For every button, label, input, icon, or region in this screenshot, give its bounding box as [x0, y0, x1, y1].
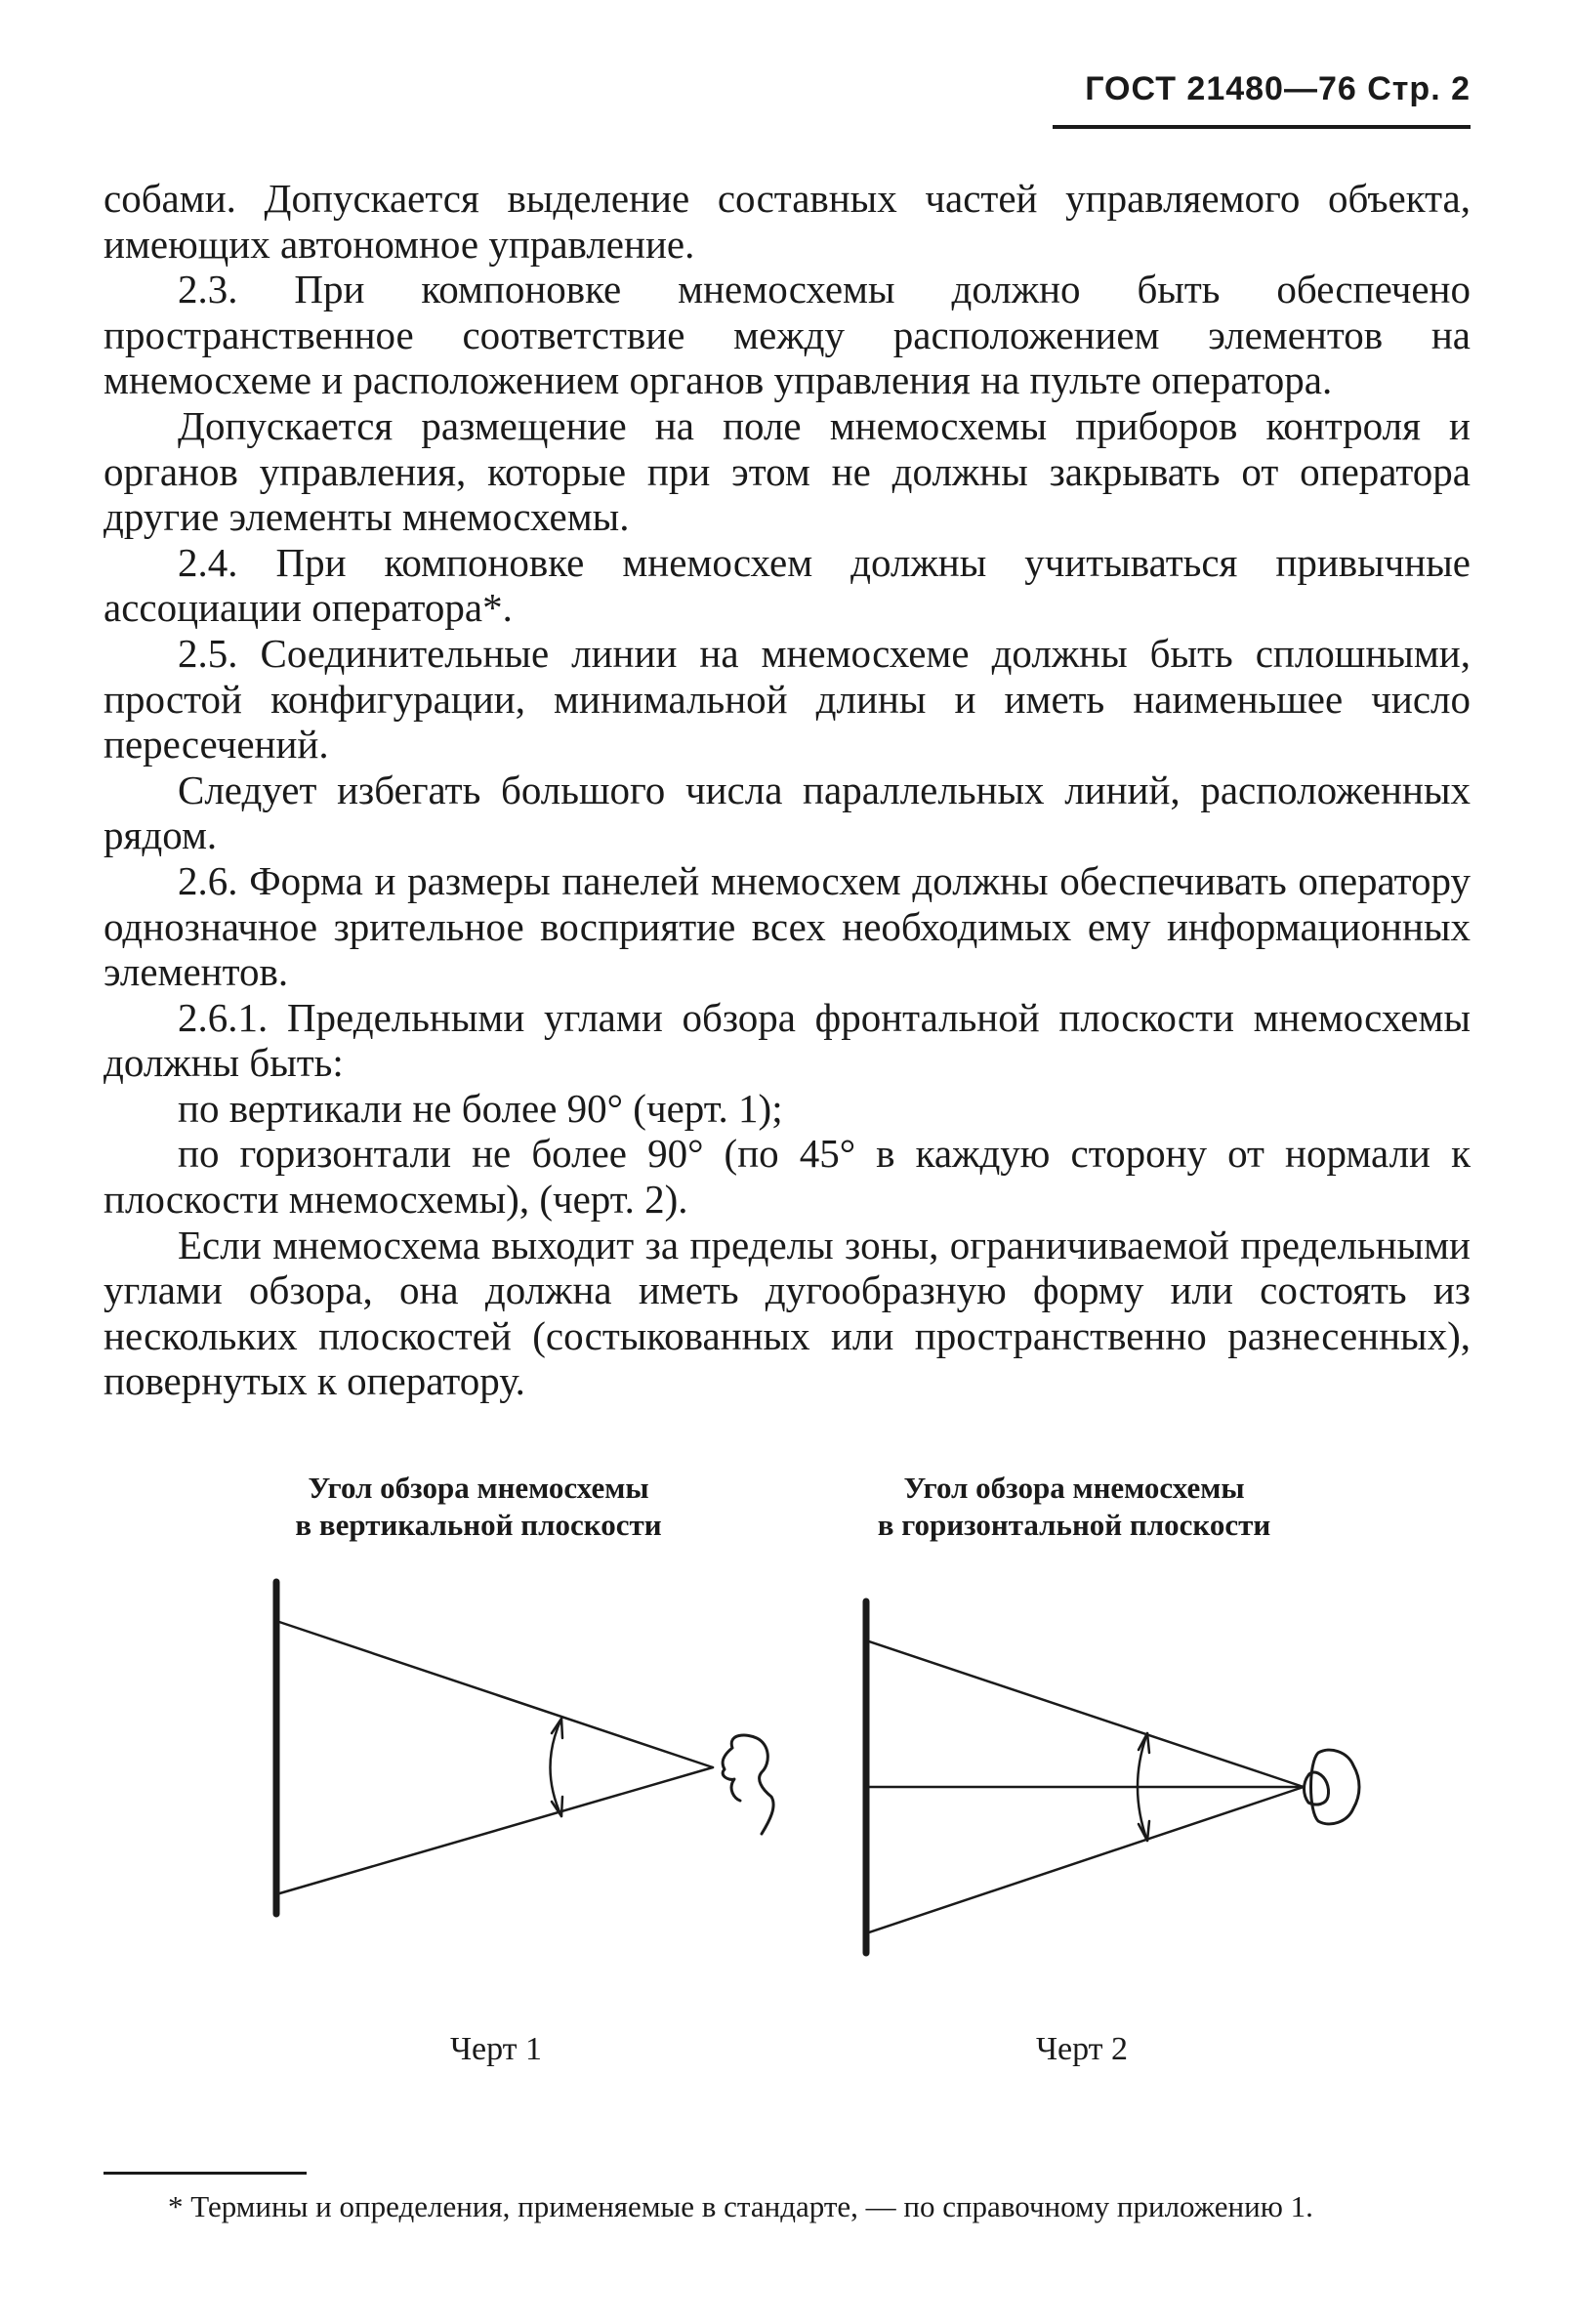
figure-1-caption-line1: Угол обзора мнемосхемы	[308, 1471, 649, 1505]
figure-1-caption-line2: в вертикальной плоскости	[295, 1508, 662, 1542]
figure-1-diagram	[276, 1582, 773, 1914]
paragraph-horizontal-limit: по горизонтали не более 90° (по 45° в каждую сторону от нормали к плоскости мнемосхемы), (черт. 2).	[104, 1131, 1471, 1223]
paragraph-zone-exceeded: Если мнемосхема выходит за пределы зоны, ограничиваемой предельными углами обзора, она должна иметь дугообразную форму или состоять из нескольких плоскостей (состыкованных или пространственно разнесенных), повернутых к оператору.	[104, 1222, 1471, 1404]
figure-2-label: Черт 2	[1035, 2031, 1129, 2067]
paragraph-2-4: 2.4. При компоновке мнемосхем должны учитываться привычные ассоциации оператора*.	[104, 539, 1471, 631]
footnote: * Термины и определения, применяемые в стандарте, — по справочному приложению 1.	[168, 2189, 1313, 2223]
paragraph-2-3-note: Допускается размещение на поле мнемосхемы приборов контроля и органов управления, которые при этом не должны закрывать от оператора другие элементы мнемосхемы.	[104, 402, 1471, 540]
figure-1-upper-sightline	[276, 1621, 713, 1767]
figures-drawing	[234, 1562, 1367, 1972]
figure-2-caption	[820, 1470, 1328, 1544]
paragraph-2-5: 2.5. Соединительные линии на мнемосхеме должны быть сплошными, простой конфигурации, минимальной длины и иметь наименьшее число пересечений.	[104, 630, 1471, 768]
figure-1-lower-sightline	[276, 1767, 713, 1894]
paragraph-2-3: 2.3. При компоновке мнемосхемы должно быть обеспечено пространственное соответствие между расположением элементов на мнемосхеме и расположением органов управления на пульте оператора.	[104, 267, 1471, 403]
paragraph-2-6: 2.6. Форма и размеры панелей мнемосхем должны обеспечивать оператору однозначное зрительное восприятие всех необходимых ему информационных элементов.	[104, 857, 1471, 995]
figure-2-lower-sightline	[866, 1787, 1304, 1933]
paragraph-2-6-1: 2.6.1. Предельными углами обзора фронтальной плоскости мнемосхемы должны быть:	[104, 994, 1471, 1086]
paragraph-continuation: собами. Допускается выделение составных частей управляемого объекта, имеющих автономное управление.	[104, 176, 1471, 267]
figure-2-caption-line2: в горизонтальной плоскости	[877, 1508, 1271, 1542]
figure-2-head-inner-icon	[1305, 1772, 1329, 1805]
figure-1-caption	[225, 1470, 732, 1544]
figure-2-caption-line1: Угол обзора мнемосхемы	[903, 1471, 1245, 1505]
figure-2-upper-sightline	[866, 1640, 1304, 1787]
paragraph-vertical-limit: по вертикали не более 90° (черт. 1);	[178, 1085, 783, 1131]
figure-1-head-profile-icon	[723, 1735, 773, 1834]
footnote-rule	[104, 2172, 307, 2175]
standard-number: ГОСТ 21480—76 Стр. 2	[1085, 70, 1471, 107]
paragraph-2-5-note: Следует избегать большого числа параллельных линий, расположенных рядом.	[104, 767, 1471, 858]
body-text	[104, 176, 1471, 1404]
figure-1-label: Черт 1	[449, 2031, 543, 2067]
figure-2-diagram	[866, 1601, 1359, 1953]
header-rule	[1053, 125, 1471, 129]
figure-2-head-top-view-icon	[1311, 1750, 1360, 1824]
